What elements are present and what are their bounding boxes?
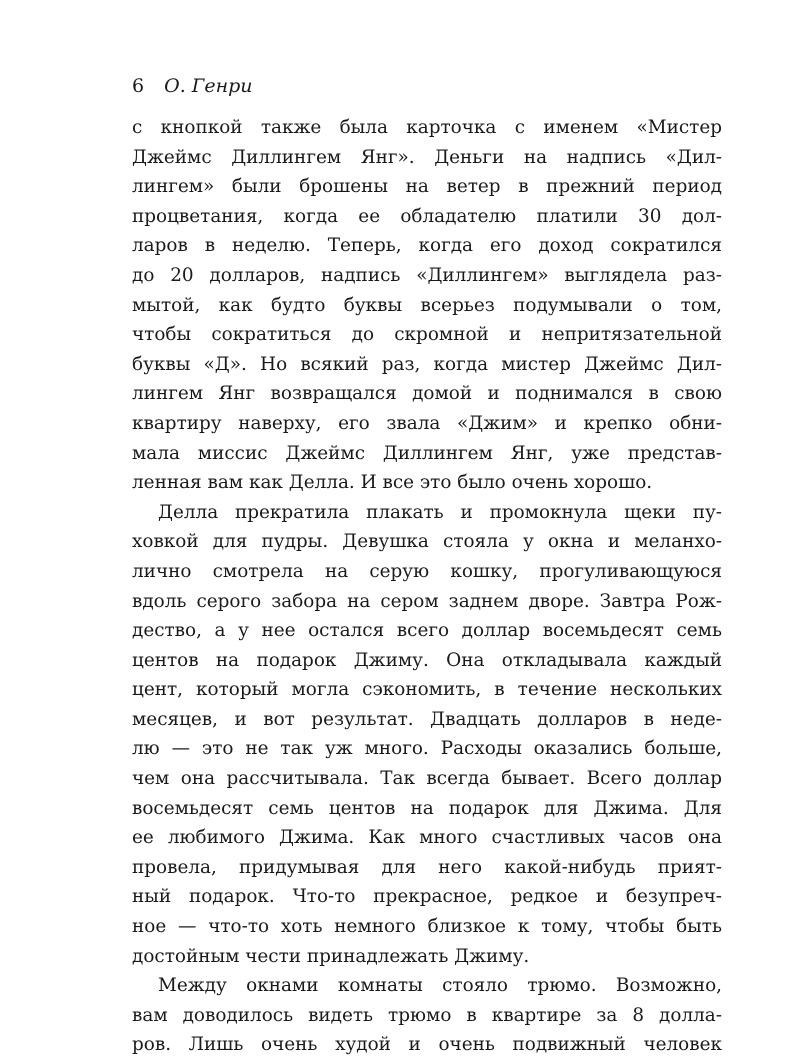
text-line: месяцев, и вот результат. Двадцать долларов в неде- xyxy=(132,708,722,730)
text-line: цент, который могла сэкономить, в течение нескольких xyxy=(132,679,722,701)
text-line: лингем Янг возвращался домой и поднимался в свою xyxy=(132,383,722,405)
text-line: с кнопкой также была карточка с именем «Мистер xyxy=(132,117,722,138)
text-line: ховкой для пудры. Девушка стояла у окна и меланхо- xyxy=(132,531,722,553)
text-line: ее любимого Джима. Как много счастливых часов она xyxy=(132,827,722,849)
text-line: процветания, когда ее обладателю платили 30 дол- xyxy=(132,205,722,227)
text-line: Делла прекратила плакать и промокнула щеки пу- xyxy=(158,501,722,523)
text-line: вам доводилось видеть трюмо в квартире за 8 долла- xyxy=(132,1004,722,1026)
text-line: мала миссис Джеймс Диллингем Янг, уже представ- xyxy=(132,442,722,464)
text-line: до 20 долларов, надпись «Диллингем» выглядела раз- xyxy=(132,264,722,286)
text-line: ров. Лишь очень худой и очень подвижный человек xyxy=(132,1034,722,1056)
text-line: провела, придумывая для него какой-нибудь прият- xyxy=(132,856,722,878)
body-text xyxy=(132,113,722,1060)
running-header xyxy=(132,74,253,98)
text-line: чтобы сократиться до скромной и непритязательной xyxy=(132,324,722,346)
text-line: Джеймс Диллингем Янг». Деньги на надпись «Дил- xyxy=(132,146,722,168)
page-number: 6 xyxy=(132,75,145,97)
text-line: мытой, как будто буквы всерьез подумывали о том, xyxy=(132,294,722,316)
text-line: Между окнами комнаты стояло трюмо. Возможно, xyxy=(158,975,722,997)
text-line: лю — это не так уж много. Расходы оказались больше, xyxy=(132,738,722,760)
text-line: ный подарок. Что-то прекрасное, редкое и безупреч- xyxy=(132,886,722,908)
text-line: дество, а у нее остался всего доллар восемьдесят семь xyxy=(132,620,722,642)
text-line: квартиру наверху, его звала «Джим» и крепко обни- xyxy=(132,412,722,434)
text-line: достойным чести принадлежать Джиму. xyxy=(132,945,530,967)
text-line: лично смотрела на серую кошку, прогуливающуюся xyxy=(132,560,722,582)
text-line: восемьдесят семь центов на подарок для Джима. Для xyxy=(132,797,722,819)
text-line: вдоль серого забора на сером заднем дворе. Завтра Рож- xyxy=(132,590,722,612)
running-title: О. Генри xyxy=(164,75,253,97)
text-line: лингем» были брошены на ветер в прежний период xyxy=(132,176,722,198)
text-line: буквы «Д». Но всякий раз, когда мистер Джеймс Дил- xyxy=(132,353,722,375)
text-line: центов на подарок Джиму. Она откладывала каждый xyxy=(132,649,722,671)
text-line: ларов в неделю. Теперь, когда его доход сократился xyxy=(132,235,722,257)
text-line: ное — что-то хоть немного близкое к тому, чтобы быть xyxy=(132,916,722,938)
text-line: ленная вам как Делла. И все это было очень хорошо. xyxy=(132,472,653,494)
text-line: чем она рассчитывала. Так всегда бывает. Всего доллар xyxy=(132,768,722,790)
